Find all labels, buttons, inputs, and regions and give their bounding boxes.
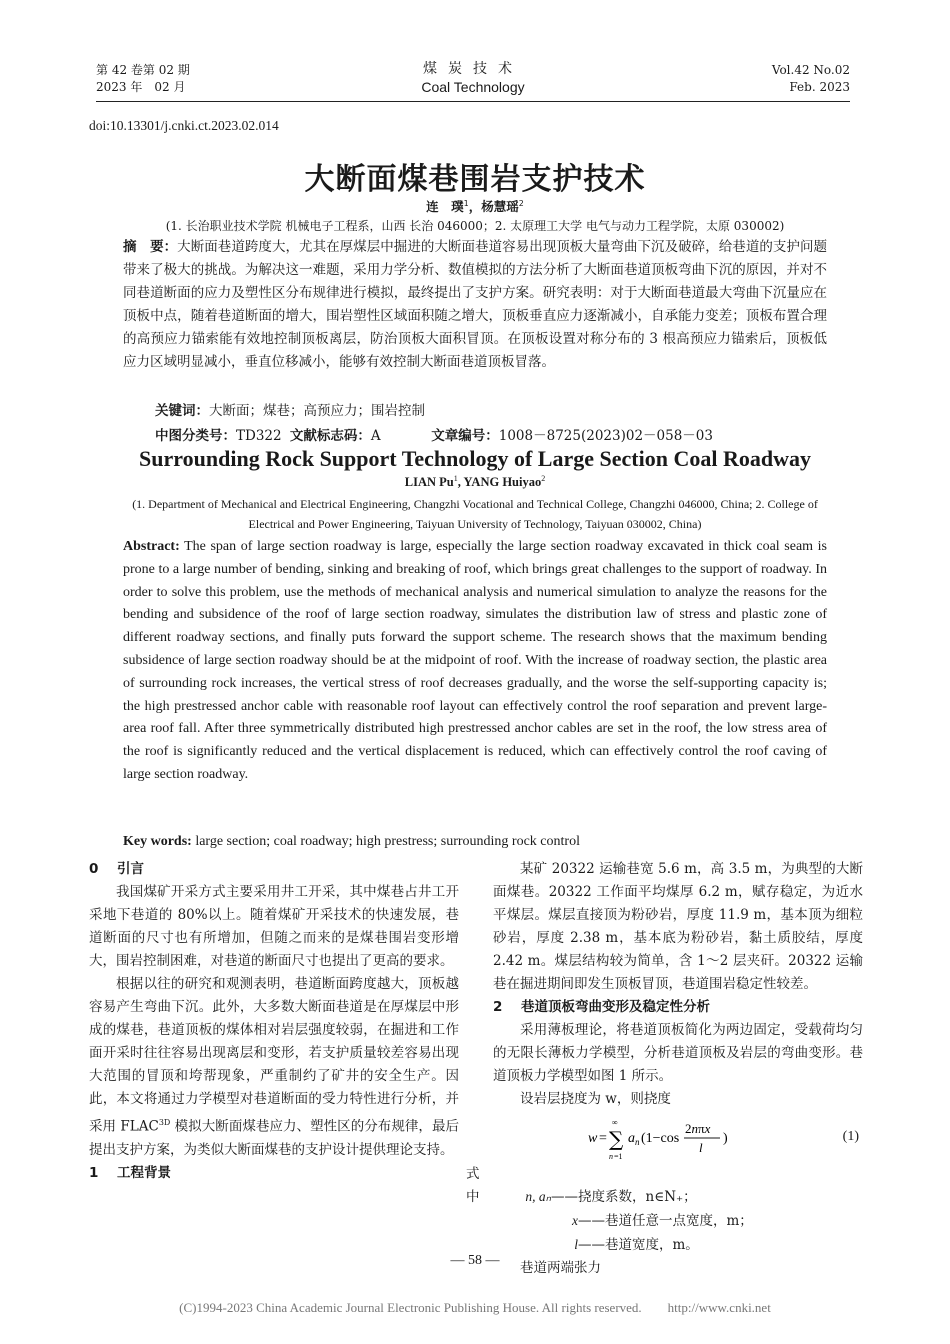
affiliation-en: (1. Department of Mechanical and Electrical Engineering, Changzhi Vocational and Technical College, Changzhi 046000, China; 2. College of Electrical and Power Engineering, Taiyuan University of Technology, Taiyuan 030002, China): [132, 497, 818, 531]
copyright-footer: (C)1994-2023 China Academic Journal Electronic Publishing House. All rights reserved. http://www.cnki.net: [179, 1300, 771, 1315]
svg-text:(1−cos: (1−cos: [641, 1131, 680, 1146]
doi-link[interactable]: doi:10.13301/j.cnki.ct.2023.02.014: [89, 118, 279, 133]
svg-text:=: =: [599, 1131, 607, 1146]
keywords-en: Key words: large section; coal roadway; high prestress; surrounding rock control: [123, 834, 580, 849]
document-code: A: [370, 428, 381, 444]
svg-text:l: l: [699, 1140, 703, 1155]
svg-text:w: w: [588, 1131, 598, 1146]
issue-info-cn: 第 42 卷第 02 期 2023 年 02 月: [96, 63, 190, 94]
issue-info-en: Vol.42 No.02 Feb. 2023: [771, 63, 850, 94]
affiliation-cn: (1. 长治职业技术学院 机械电子工程系，山西 长治 046000；2. 太原理工大学 电气与动力工程学院，太原 030002): [165, 219, 785, 233]
header-divider: [96, 101, 850, 102]
section-heading: 0 引言: [89, 861, 144, 877]
abstract-en-text: The span of large section roadway is large, especially the large section roadway excavated in thick coal seam is prone to a large number of bending, sinking and breaking of roof, which brings great challenges to the support of roadway. In order to solve this problem, use the methods of mechanical analysis and numerical simulation to analyze the reasons for the bending and subsidence of the roof of large section roadway, simulates the distribution law of stress and plastic zone of different roadway sections, and finally puts forward the support scheme. The research shows that the maximum bending subsidence of large section roadway should be at the midpoint of roof. With the increase of roadway section, the plastic area of surrounding rock increases, the vertical stress of roof decreases gradually, and the worse the self-supporting capacity is; the high prestressed anchor cable with reasonable roof layout can effectively control the roof separation and prevent large-area roof fall. After three symmetrically distributed high prestressed anchor cables are set in the roof, the low stress area of the roof is significantly reduced and the vertical displacement is reduced, which can effectively control the roof caving of large section roadway.: [123, 539, 827, 782]
paper-title-cn: 大断面煤巷围岩支护技术: [304, 162, 646, 197]
paragraph: 某矿 20322 运输巷宽 5.6 m，高 3.5 m，为典型的大断面煤巷。20322 工作面平均煤厚 6.2 m，赋存稳定，为近水平煤层。煤层直接顶为粉砂岩，厚度 11.9 m，基本顶为细粒砂岩，厚度 2.38 m，基本底为粉砂岩，黏土质胶结，厚度 2.42 m。煤层结构较为简单，含 1～2 层夹矸。20322 运输巷在掘进期间即发生顶板冒顶，巷道围岩稳定性较差。: [493, 861, 863, 992]
svg-text:=1: =1: [614, 1152, 623, 1161]
svg-text:a: a: [628, 1131, 635, 1146]
paragraph: 巷道两端张力: [520, 1260, 601, 1276]
journal-name-cn: 煤炭技术: [423, 61, 523, 77]
abstract-en: [123, 536, 827, 787]
svg-text:n: n: [609, 1152, 613, 1161]
body-column-left: [89, 858, 459, 1185]
abstract-cn-text: 大断面巷道跨度大，尤其在厚煤层中掘进的大断面巷道容易出现顶板大量弯曲下沉及破碎，给巷道的支护问题带来了极大的挑战。为解决这一难题，采用力学分析、数值模拟的方法分析了大断面巷道顶板弯曲下沉的原因，并对不同巷道断面的应力及塑性区分布规律进行模拟，最终提出了支护方案。研究表明：对于大断面巷道最大弯曲下沉量应在顶板中点，随着巷道断面的增大，围岩塑性区域面积随之增大，顶板垂直应力逐渐减小，自承能力变差；顶板布置合理的高预应力锚索能有效地控制顶板离层，防治顶板大面积冒顶。在顶板设置对称分布的 3 根高预应力锚索后，顶板低应力区域明显减小，垂直位移减小，能够有效控制大断面巷道顶板冒落。: [123, 239, 828, 370]
journal-name: [96, 60, 850, 96]
svg-text:∞: ∞: [612, 1118, 618, 1127]
svg-text:n: n: [635, 1137, 640, 1147]
page-number: — 58 —: [450, 1253, 500, 1268]
journal-header: [96, 60, 850, 100]
keywords-cn: 关键词：大断面；煤巷；高预应力；围岩控制: [155, 403, 425, 419]
equation-1: [493, 1111, 863, 1163]
author-name: 杨慧瑶: [481, 199, 519, 214]
svg-text:2nπx: 2nπx: [685, 1121, 711, 1136]
author-name: 连 璞: [426, 199, 464, 214]
paragraph: 采用薄板理论，将巷道顶板简化为两边固定，受载荷均匀的无限长薄板力学模型，分析巷道顶板及岩层的弯曲变形。巷道顶板力学模型如图 1 所示。: [493, 1022, 863, 1084]
classification-line: 中图分类号：TD322 文献标志码：A 文章编号：1008－8725(2023)02－058－03: [155, 428, 713, 444]
paragraph: 根据以往的研究和观测表明，巷道断面跨度越大，顶板越容易产生弯曲下沉。此外，大多数大断面巷道是在厚煤层中形成的煤巷，巷道顶板的煤体相对岩层强度较弱，在掘进和工作面开采时往往容易出现离层和变形，若支护质量较差容易出现大范围的冒顶和垮帮现象，严重制约了矿井的安全生产。因此，本文将通过力学模型对巷道断面的受力特性进行分析，并采用 $FLAC^{3D}$ 模拟大断面煤巷应力、塑性区的分布规律，最后提出支护方案，为类似大断面煤巷的支护设计提供理论支持。: [89, 976, 459, 1158]
equation-formula: [588, 1117, 758, 1163]
section-heading: 1 工程背景: [89, 1164, 171, 1181]
abstract-en-label: Abstract:: [123, 539, 180, 554]
equation-number: (1): [842, 1129, 859, 1144]
abstract-cn: [123, 236, 827, 374]
svg-text:): ): [723, 1131, 728, 1146]
author-name: LIAN Pu: [404, 475, 454, 490]
paper-title-en: Surrounding Rock Support Technology of Large Section Coal Roadway: [139, 446, 811, 471]
authors-en: LIAN Pu$^1$, YANG Huiyao$^2$: [404, 474, 546, 490]
journal-name-en: Coal Technology: [421, 79, 525, 95]
author-name: YANG Huiyao: [463, 475, 542, 490]
paragraph: 设岩层挠度为 w，则挠度: [520, 1091, 671, 1107]
article-number: 1008－8725(2023)02－058－03: [498, 428, 713, 444]
svg-text:∑: ∑: [609, 1127, 624, 1151]
abstract-cn-label: 摘 要：: [123, 239, 178, 255]
clc-number: TD322: [236, 428, 282, 444]
paragraph: 我国煤矿开采方式主要采用井工开采，其中煤巷占井工开采地下巷道的 80%以上。随着煤矿开采技术的快速发展，巷道断面的尺寸也有所增加，但随之而来的是煤巷围岩变形增大，围岩控制困难，对巷道的断面尺寸也提出了更高的要求。: [89, 884, 459, 969]
symbol-definitions: 式中 n, aₙ——挠度系数，n∈N₊； x——巷道任意一点宽度，m； l——巷道宽度，m。: [466, 1166, 753, 1253]
section-heading: 2 巷道顶板弯曲变形及稳定性分析: [493, 999, 710, 1015]
authors-cn: 连 璞$^1$，杨慧瑶$^2$: [426, 198, 524, 214]
